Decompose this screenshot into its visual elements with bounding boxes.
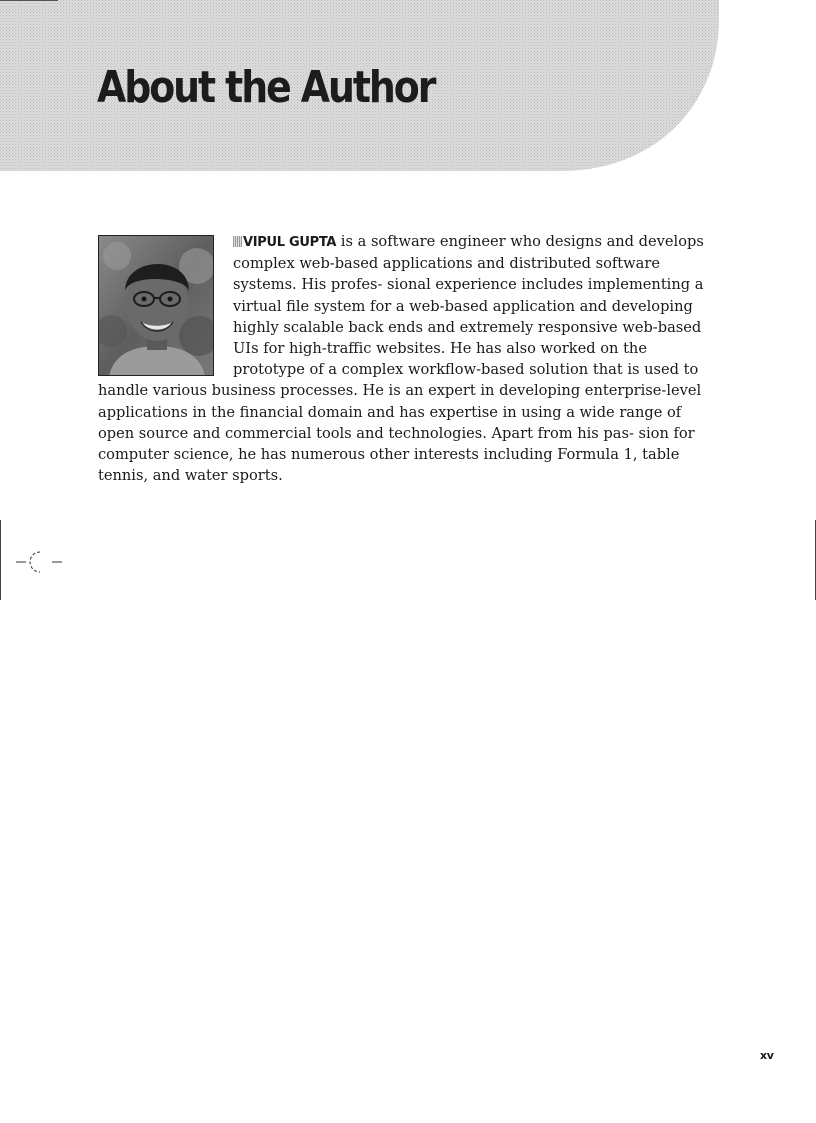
registration-mark-icon <box>16 549 64 575</box>
author-bio <box>98 231 718 486</box>
author-name: VIPUL GUPTA <box>243 235 337 250</box>
photo-float-spacer <box>98 231 233 379</box>
bio-marker-icon <box>233 236 242 247</box>
page-title: About the Author <box>97 62 435 113</box>
author-bio-text: is a software engineer who designs and develops complex web-based applications and distributed software systems. His profes- sional experience includes implementing a virtual file system for a web-based application and developing highly scalable back ends and extremely responsive web-based UIs for high-traffic websites. He has also worked on the prototype of a complex workflow-based solution that is used to handle various business processes. He is an expert in developing enterprise-level applications in the financial domain and has expertise in using a wide range of open source and commercial tools and technologies. Apart from his pas- sion for computer science, he has numerous other interests including Formula 1, table tennis, and water sports. <box>98 233 704 485</box>
top-rule <box>0 0 58 1</box>
page-number: xv <box>760 1049 774 1062</box>
crop-mark-left <box>0 520 1 600</box>
